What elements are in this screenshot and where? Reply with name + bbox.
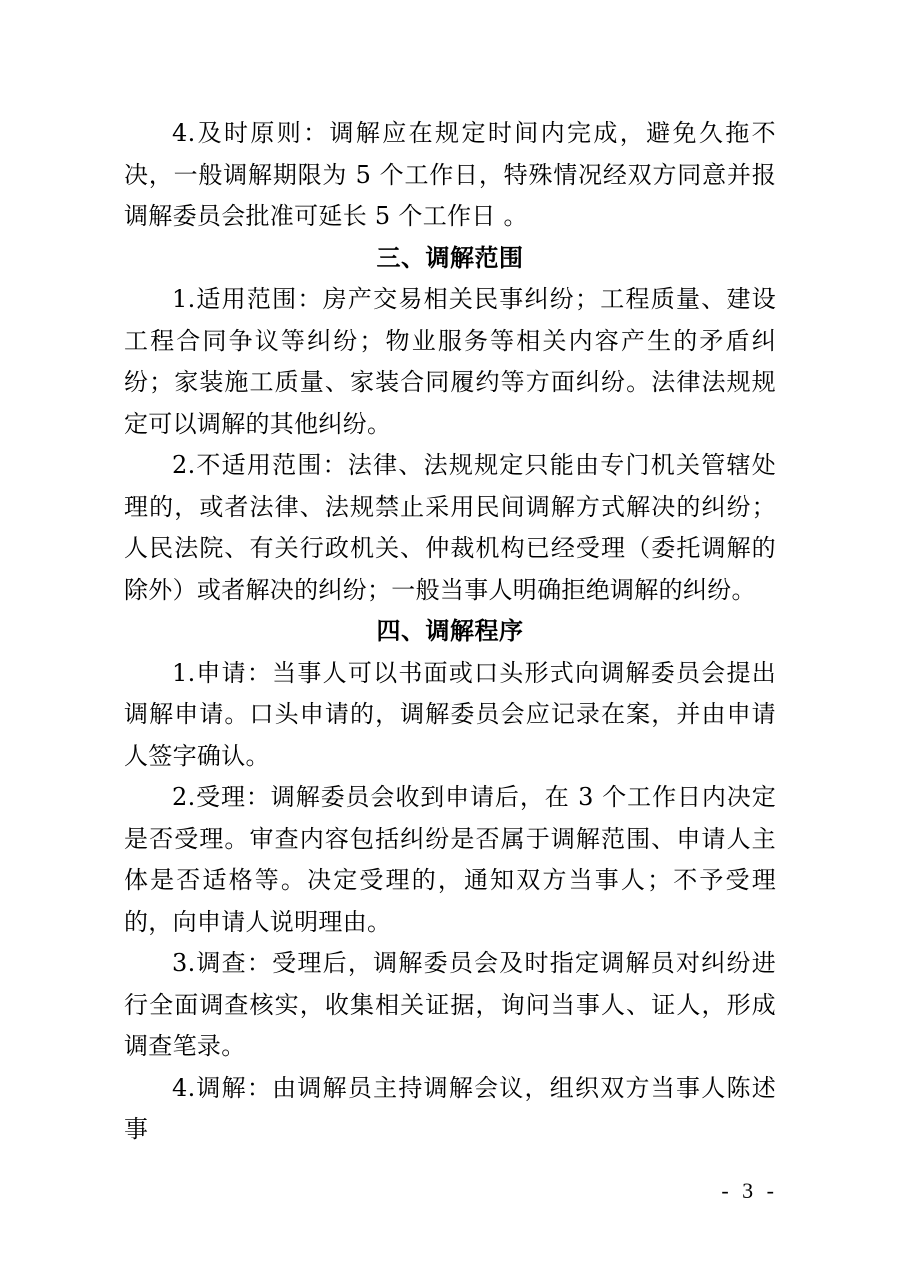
paragraph-timeliness-principle: 4.及时原则：调解应在规定时间内完成，避免久拖不决，一般调解期限为 5 个工作日，特殊情况经双方同意并报调解委员会批准可延长 5 个工作日 。 bbox=[124, 119, 776, 230]
paragraph-investigation: 3.调查：受理后，调解委员会及时指定调解员对纠纷进行全面调查核实，收集相关证据，询问当事人、证人，形成调查笔录。 bbox=[124, 949, 776, 1060]
paragraph-non-applicable-scope: 2.不适用范围：法律、法规规定只能由专门机关管辖处理的，或者法律、法规禁止采用民间调解方式解决的纠纷；人民法院、有关行政机关、仲裁机构已经受理（委托调解的除外）或者解决的纠纷；一般当事人明确拒绝调解的纠纷。 bbox=[124, 451, 776, 604]
paragraph-application: 1.申请：当事人可以书面或口头形式向调解委员会提出调解申请。口头申请的，调解委员会应记录在案，并由申请人签字确认。 bbox=[124, 658, 776, 770]
paragraph-mediation: 4.调解：由调解员主持调解会议，组织双方当事人陈述事 bbox=[124, 1073, 776, 1143]
page-number: - 3 - bbox=[721, 1178, 778, 1203]
paragraph-acceptance: 2.受理：调解委员会收到申请后，在 3 个工作日内决定是否受理。审查内容包括纠纷是否属于调解范围、申请人主体是否适格等。决定受理的，通知双方当事人；不予受理的，向申请人说明理由。 bbox=[124, 783, 776, 936]
document-body bbox=[124, 113, 776, 1151]
paragraph-applicable-scope: 1.适用范围：房产交易相关民事纠纷；工程质量、建设工程合同争议等纠纷；物业服务等相关内容产生的矛盾纠纷；家装施工质量、家装合同履约等方面纠纷。法律法规规定可以调解的其他纠纷。 bbox=[124, 285, 776, 438]
section-heading-scope: 三、调解范围 bbox=[376, 243, 524, 272]
section-heading-procedure: 四、调解程序 bbox=[376, 617, 524, 645]
